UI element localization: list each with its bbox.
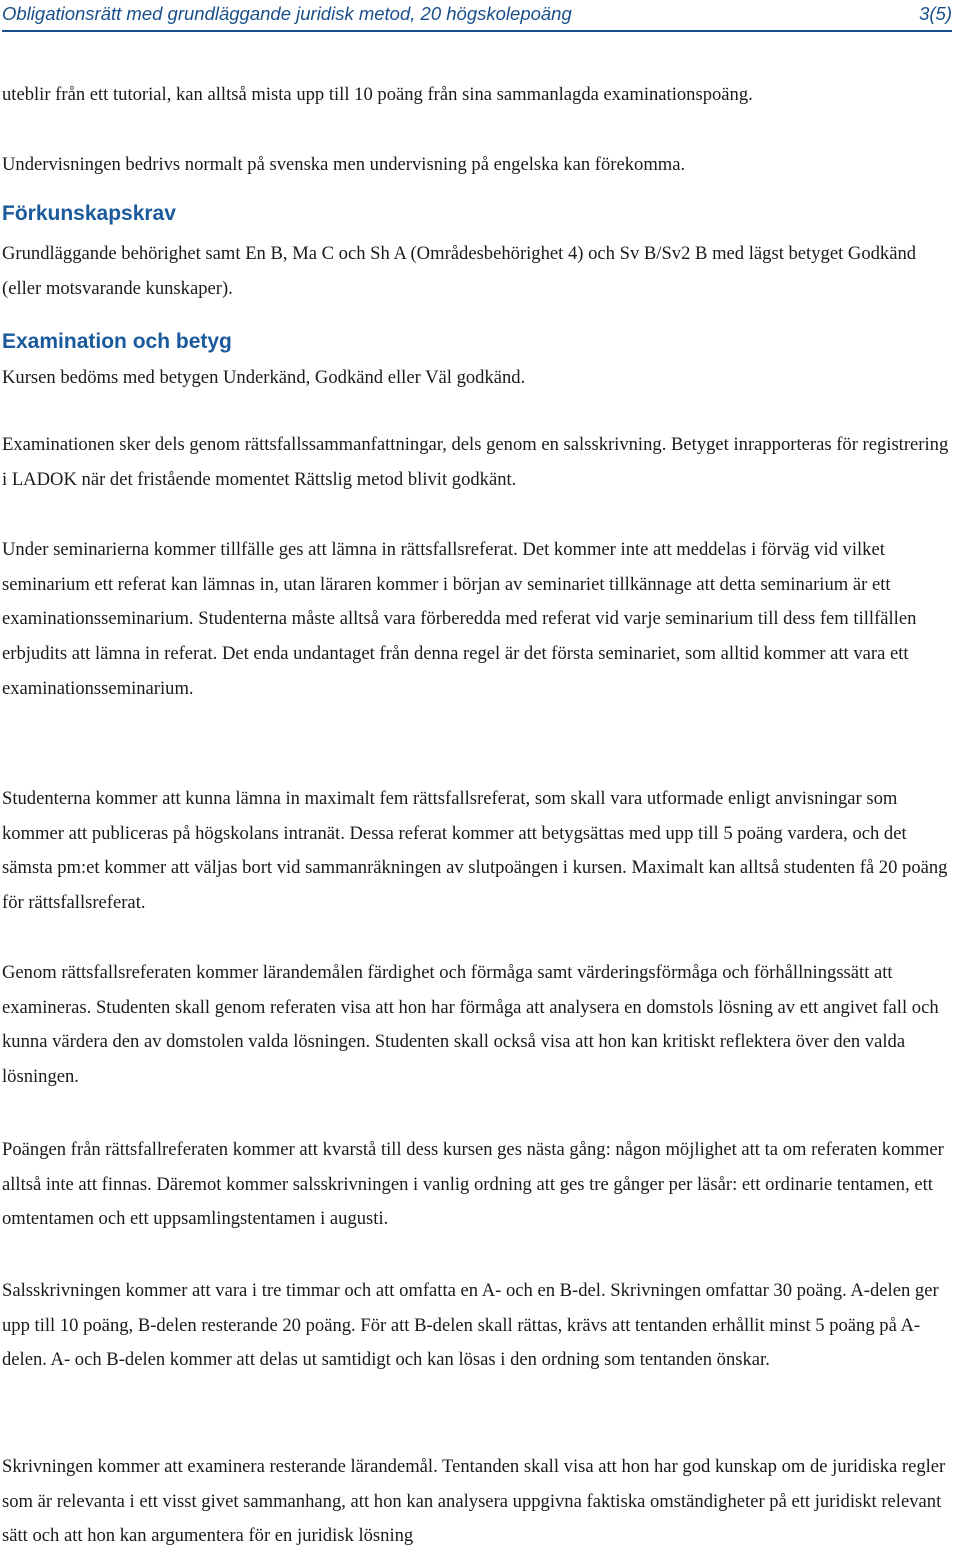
- paragraph-skrivningen: Skrivningen kommer att examinera resterande lärandemål. Tentanden skall visa att hon har god kunskap om de juridiska regler som är relevanta i ett visst givet sammanhang, att hon kan analysera uppgivna faktiska omständigheter på ett juridiskt relevant sätt och att hon kan argumentera för en juridisk lösning: [2, 1456, 946, 1547]
- paragraph-betyg: Kursen bedöms med betygen Underkänd, Godkänd eller Väl godkänd.: [2, 367, 526, 388]
- header-course-title: Obligationsrätt med grundläggande juridisk metod, 20 högskolepoäng: [2, 3, 572, 24]
- paragraph-intro-2: Undervisningen bedrivs normalt på svenska men undervisning på engelska kan förekomma.: [2, 154, 686, 175]
- paragraph-forkunskapskrav: Grundläggande behörighet samt En B, Ma C och Sh A (Områdesbehörighet 4) och Sv B/Sv2 B med lägst betyget Godkänd (eller motsvarande kunskaper).: [2, 243, 917, 299]
- paragraph-intro-1: uteblir från ett tutorial, kan alltså mista upp till 10 poäng från sina sammanlagda examinationspoäng.: [2, 84, 753, 105]
- paragraph-poangen: Poängen från rättsfallreferaten kommer att kvarstå till dess kursen ges nästa gång: någon möjlighet att ta om referaten kommer alltså inte att finnas. Däremot kommer salsskrivningen i vanlig ordning att ges tre gånger per läsår: ett ordinarie tentamen, ett omtentamen och ett uppsamlingstentamen i augusti.: [2, 1139, 944, 1230]
- paragraph-examination: Examinationen sker dels genom rättsfallssammanfattningar, dels genom en salsskrivning. Betyget inrapporteras för registrering i LADOK när det fristående momentet Rättslig metod blivit godkänt.: [2, 434, 949, 490]
- paragraph-larandemal: Genom rättsfallsreferaten kommer lärandemålen färdighet och förmåga samt värderingsförmåga och förhållningssätt att examineras. Studenten skall genom referaten visa att hon har förmåga att analysera en domstols lösning av ett angivet fall och kunna värdera den av domstolen valda lösningen. Studenten skall också visa att hon kan kritiskt reflektera över den valda lösningen.: [2, 962, 939, 1088]
- heading-forkunskapskrav: Förkunskapskrav: [2, 202, 176, 225]
- paragraph-seminarier: Under seminarierna kommer tillfälle ges att lämna in rättsfallsreferat. Det kommer inte att meddelas i förväg vid vilket seminarium ett referat kan lämnas in, utan läraren kommer i början av seminariet tillkännage att detta seminarium är ett examinationsseminarium. Studenterna måste alltså vara förberedda med referat vid varje seminarium till dess fem tillfällen erbjudits att lämna in referat. Det enda undantaget från denna regel är det första seminariet, som alltid kommer att vara ett examinationsseminarium.: [2, 539, 917, 699]
- paragraph-salsskrivning: Salsskrivningen kommer att vara i tre timmar och att omfatta en A- och en B-del. Skrivningen omfattar 30 poäng. A-delen ger upp till 10 poäng, B-delen resterande 20 poäng. För att B-delen skall rättas, krävs att tentanden erhållit minst 5 poäng på A-delen. A- och B-delen kommer att delas ut samtidigt och kan lösas i den ordning som tentanden önskar.: [2, 1280, 939, 1371]
- heading-examination-och-betyg: Examination och betyg: [2, 330, 232, 353]
- running-header: [2, 0, 952, 32]
- header-page-number: 3(5): [919, 3, 952, 24]
- paragraph-rattsfallsreferat: Studenterna kommer att kunna lämna in maximalt fem rättsfallsreferat, som skall vara utformade enligt anvisningar som kommer att publiceras på högskolans intranät. Dessa referat kommer att betygsättas med upp till 5 poäng vardera, och det sämsta pm:et kommer att väljas bort vid sammanräkningen av slutpoängen i kursen. Maximalt kan alltså studenten få 20 poäng för rättsfallsreferat.: [2, 788, 948, 914]
